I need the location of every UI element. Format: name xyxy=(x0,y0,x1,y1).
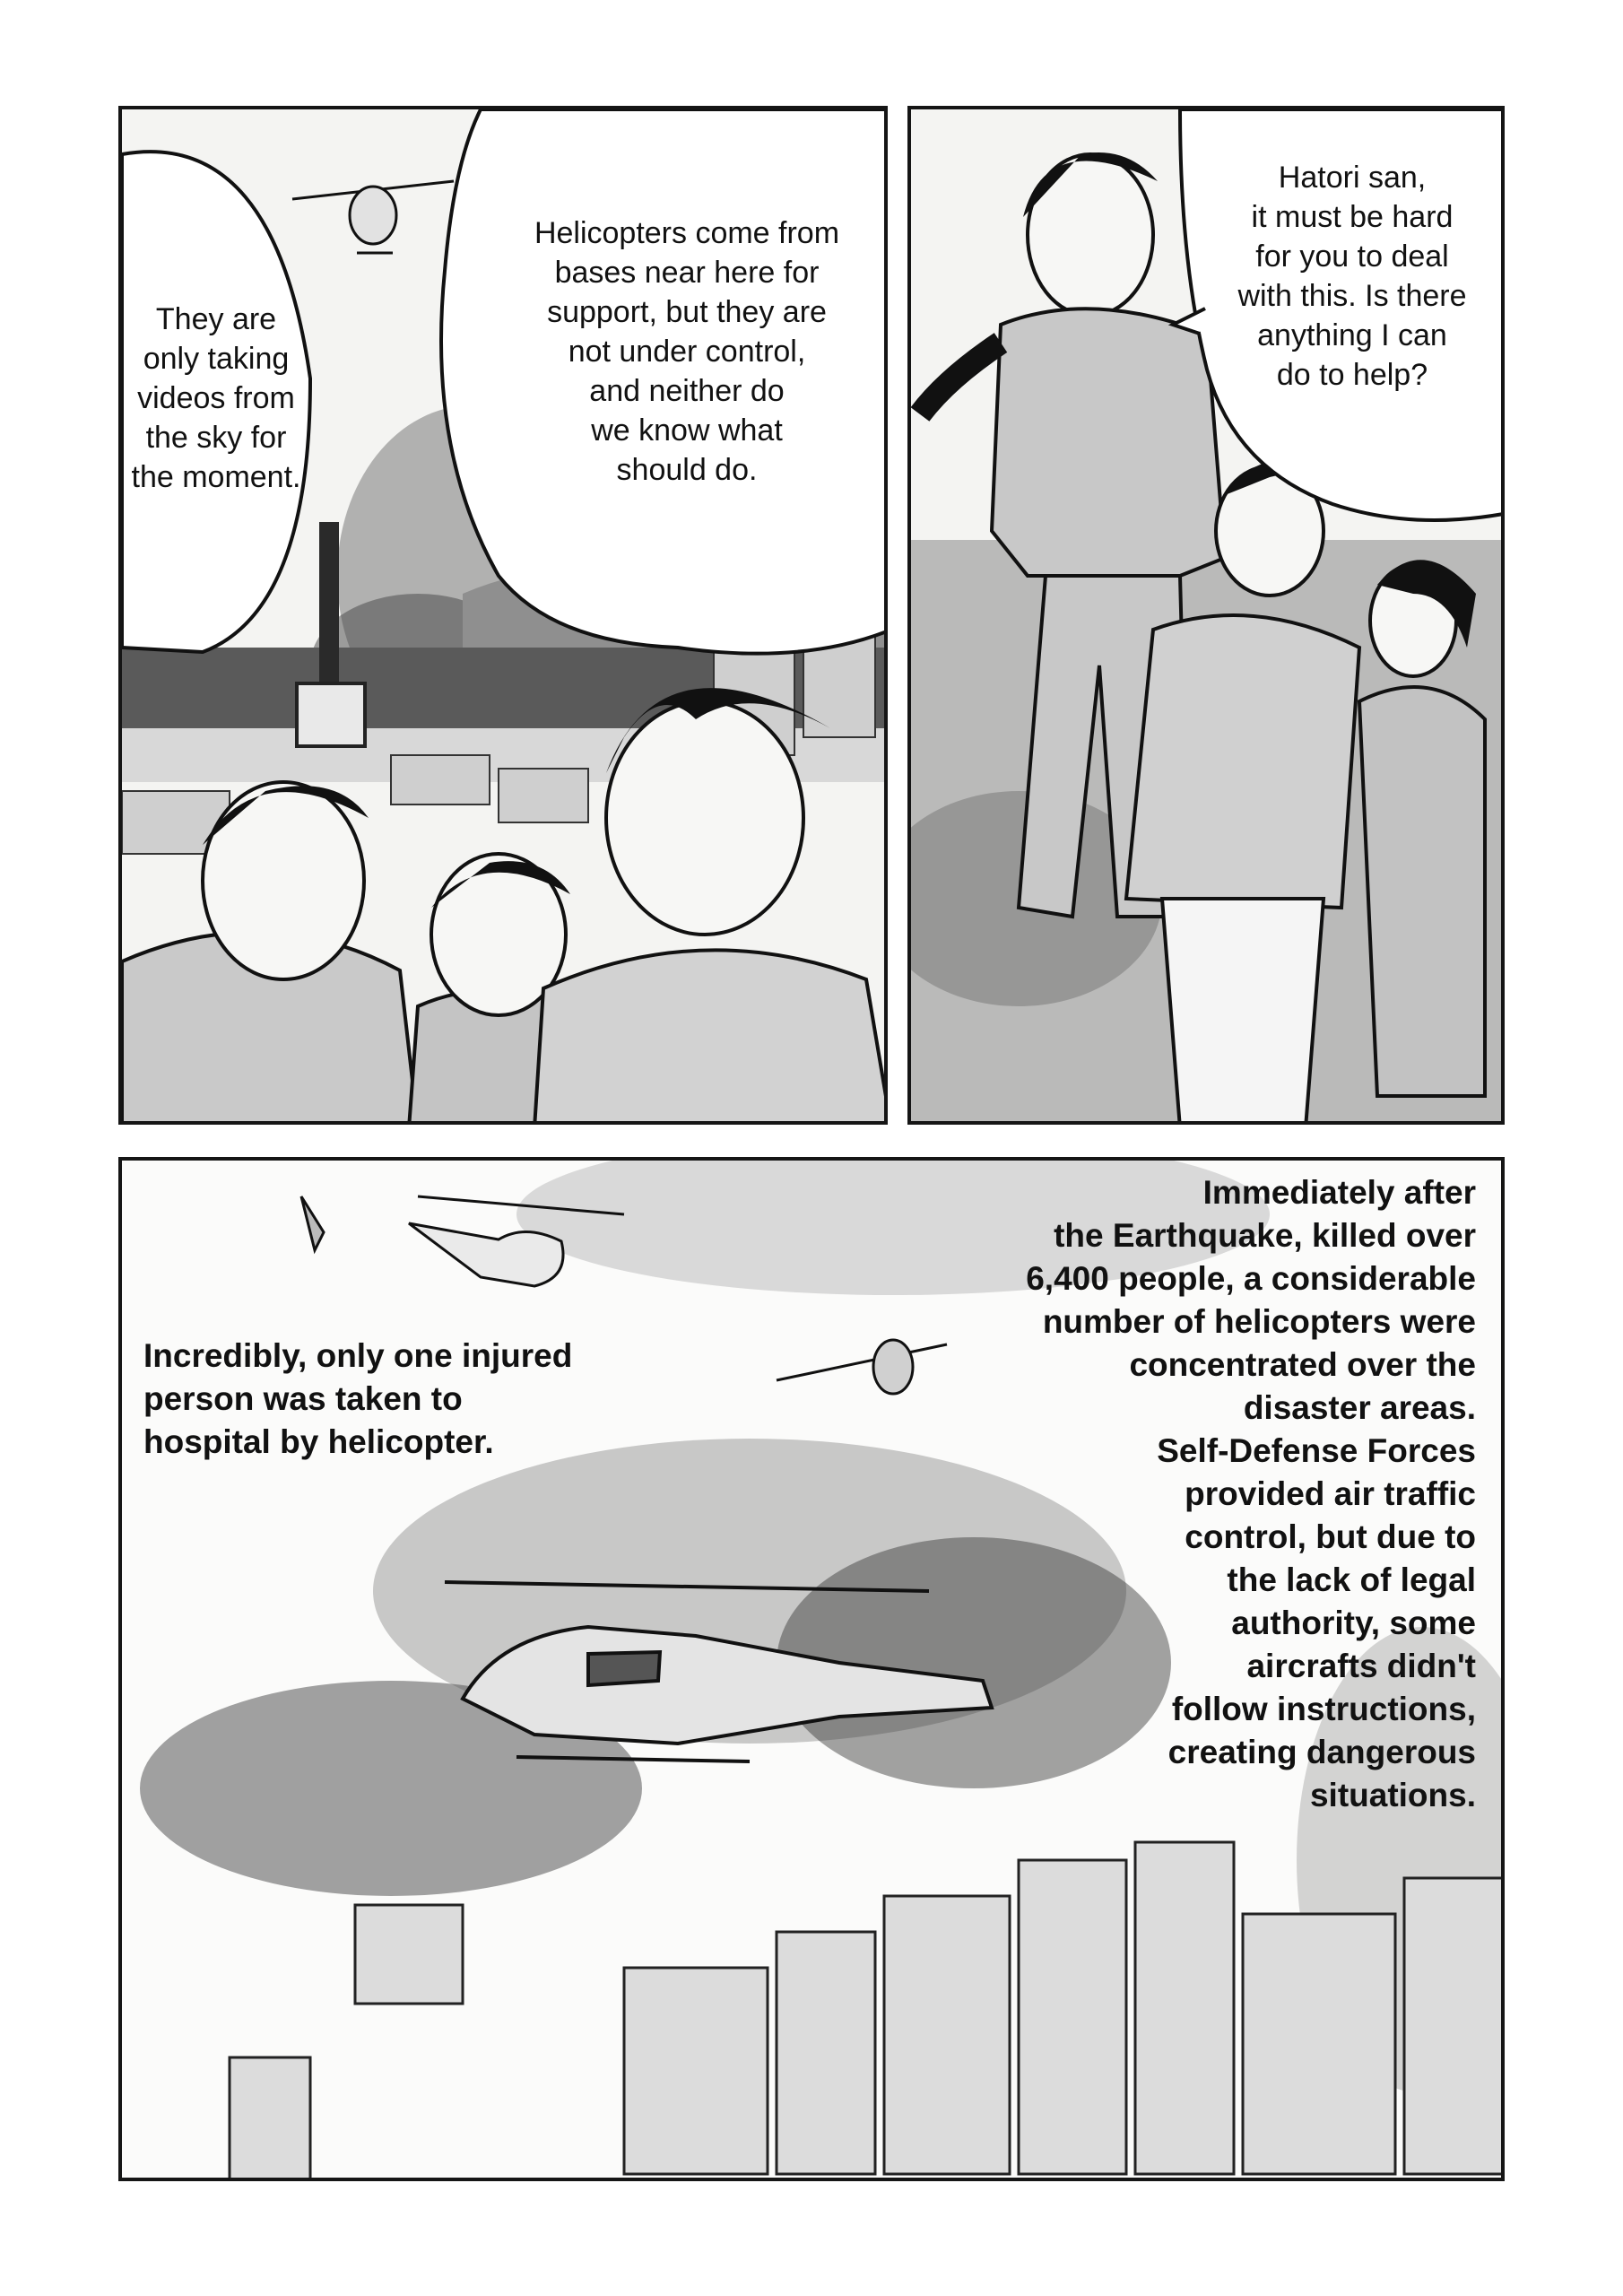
narration-caption-left: Incredibly, only one injured person was taken to hospital by helicopter. xyxy=(143,1337,573,1460)
panel-3 xyxy=(118,1157,1505,2181)
narration-caption-right: Immediately after the Earthquake, killed over 6,400 people, a considerable number of helicopters were concentrated over the disaster areas. Self-Defense Forces provided air traffic control, but due to the lack of legal authority, some aircrafts didn't follow instructions, creating dangerous situations. xyxy=(1026,1174,1476,1813)
speech-text-3: Hatori san, it must be hard for you to deal with this. Is there anything I can do to help? xyxy=(1237,161,1467,392)
panel-1 xyxy=(118,106,888,1125)
speech-text-2: Helicopters come from bases near here for support, but they are not under control, and neither do we know what should do. xyxy=(534,216,840,487)
panel-2 xyxy=(907,106,1505,1125)
speech-text-1: They are only taking videos from the sky for the moment. xyxy=(131,302,301,494)
